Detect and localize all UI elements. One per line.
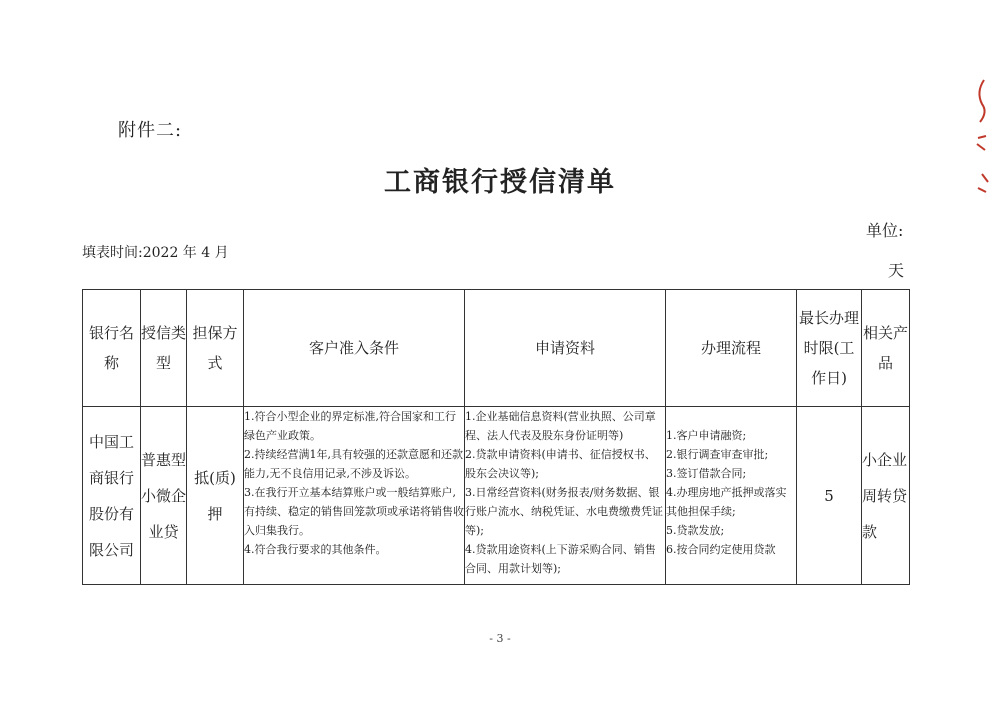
process-step: 5.贷款发放; [666,524,725,537]
cell-credit-type: 普惠型小微企业贷 [141,407,187,585]
condition-item: 3.在我行开立基本结算账户或一般结算账户,有持续、稳定的销售回笼款项或承诺将销售收入归集我行。 [244,486,464,537]
red-seal-fragment-icon [972,78,990,196]
cell-conditions [244,407,465,585]
unit-value: 天 [888,261,905,280]
process-step: 4.办理房地产抵押或落实其他担保手续; [666,486,787,518]
material-item: 3.日常经营资料(财务报表/财务数据、银行账户流水、纳税凭证、水电费缴费凭证等); [465,486,663,537]
condition-item: 2.持续经营满1年,具有较强的还款意愿和还款能力,无不良信用记录,不涉及诉讼。 [244,448,463,480]
table-header-row [83,290,910,407]
fill-date: 填表时间:2022 年 4 月 [82,245,229,261]
material-item: 1.企业基础信息资料(营业执照、公司章程、法人代表及股东身份证明等) [465,410,656,442]
cell-time-limit: 5 [797,407,862,585]
process-step: 2.银行调查审查审批; [666,448,769,461]
header-guarantee: 担保方式 [187,290,244,407]
header-bank-name: 银行名称 [83,290,141,407]
header-materials: 申请资料 [465,290,666,407]
process-step: 6.按合同约定使用贷款 [666,543,776,556]
condition-item: 1.符合小型企业的界定标准,符合国家和工行绿色产业政策。 [244,410,456,442]
cell-guarantee: 抵(质)押 [187,407,244,585]
header-time-limit: 最长办理时限(工作日) [797,290,862,407]
table-row [83,407,910,585]
unit-label: 单位: [866,221,904,240]
header-process: 办理流程 [666,290,797,407]
credit-table [82,289,910,585]
cell-process [666,407,797,585]
process-step: 3.签订借款合同; [666,467,747,480]
process-step: 1.客户申请融资; [666,429,747,442]
attachment-label: 附件二: [118,120,183,141]
header-credit-type: 授信类型 [141,290,187,407]
header-conditions: 客户准入条件 [244,290,465,407]
condition-item: 4.符合我行要求的其他条件。 [244,543,387,556]
page-number: - 3 - [489,632,511,645]
cell-products: 小企业周转贷款 [862,407,910,585]
header-products: 相关产品 [862,290,910,407]
cell-bank-name: 中国工商银行股份有限公司 [83,407,141,585]
page-title: 工商银行授信清单 [384,167,616,198]
material-item: 4.贷款用途资料(上下游采购合同、销售合同、用款计划等); [465,543,656,575]
material-item: 2.贷款申请资料(申请书、征信授权书、股东会决议等); [465,448,656,480]
cell-materials [465,407,666,585]
